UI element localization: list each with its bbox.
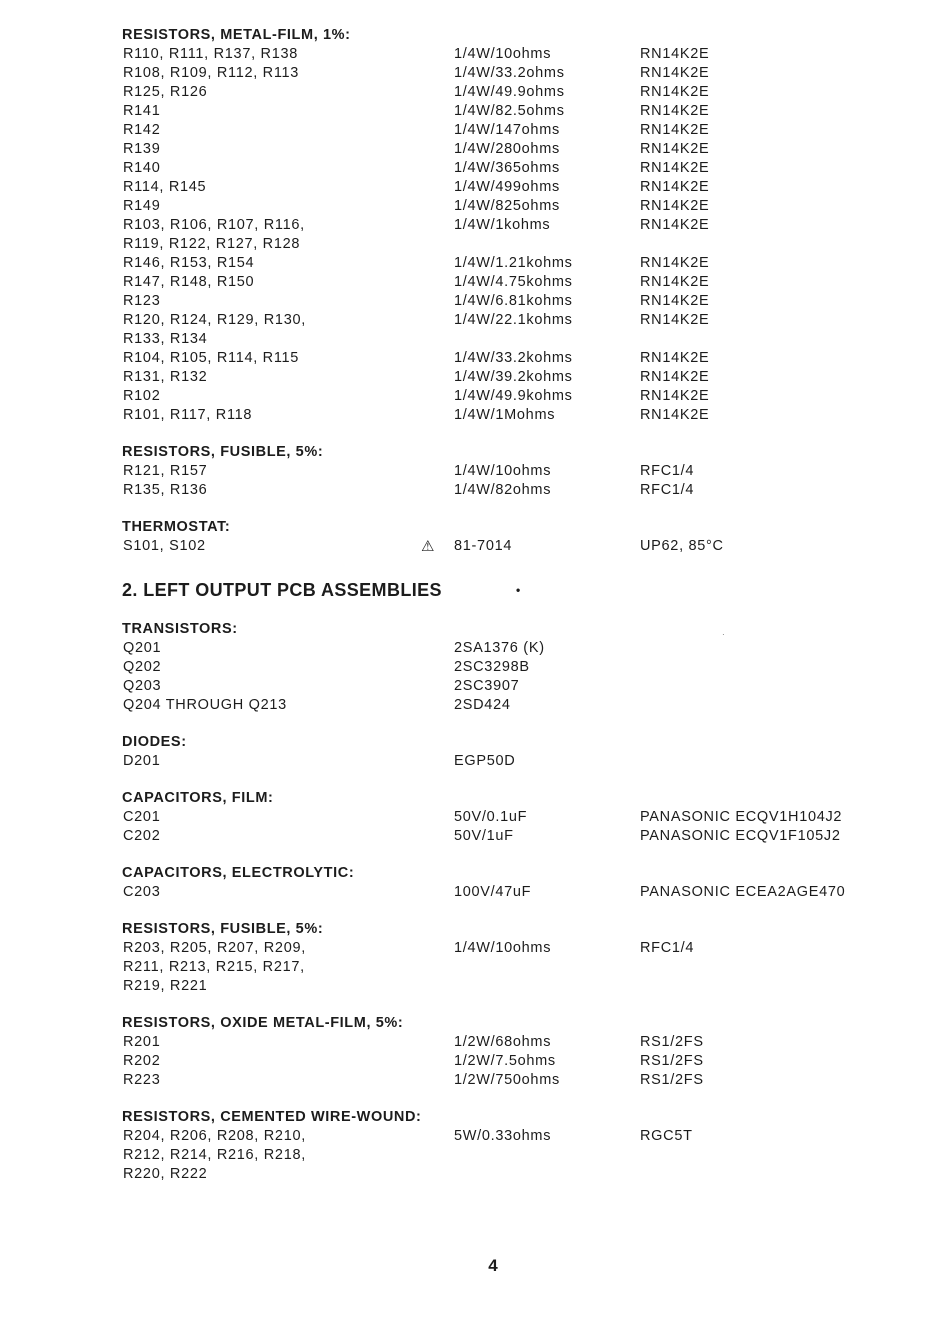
parts-list-page	[122, 26, 882, 1202]
part-row	[122, 45, 882, 64]
parts-section	[122, 1014, 882, 1090]
reference-designator: R131, R132	[123, 369, 208, 385]
part-row	[122, 235, 882, 254]
part-value: 1/2W/750ohms	[454, 1072, 560, 1088]
part-value: 1/4W/10ohms	[454, 46, 552, 62]
part-number: RN14K2E	[640, 122, 710, 138]
parts-section	[122, 733, 882, 771]
part-row	[122, 537, 882, 556]
bottom-sections	[122, 620, 882, 1184]
parts-section	[122, 443, 882, 500]
reference-designator: C201	[123, 809, 161, 825]
part-value: 1/4W/82ohms	[454, 482, 552, 498]
part-row	[122, 64, 882, 83]
reference-designator: R119, R122, R127, R128	[123, 236, 301, 252]
part-row	[122, 827, 882, 846]
part-number: RN14K2E	[640, 255, 710, 271]
part-number: RN14K2E	[640, 141, 710, 157]
part-number: RFC1/4	[640, 940, 695, 956]
part-value: 1/4W/499ohms	[454, 179, 560, 195]
part-value: EGP50D	[454, 753, 516, 769]
stray-mark: ·	[722, 630, 725, 639]
part-value: 1/4W/10ohms	[454, 463, 552, 479]
section-heading: TRANSISTORS:	[122, 621, 238, 637]
part-row	[122, 939, 882, 958]
part-value: 1/4W/147ohms	[454, 122, 560, 138]
part-number: RN14K2E	[640, 65, 710, 81]
reference-designator: R142	[123, 122, 161, 138]
part-number: RN14K2E	[640, 103, 710, 119]
reference-designator: S101, S102	[123, 538, 206, 554]
part-row	[122, 1165, 882, 1184]
reference-designator: R123	[123, 293, 161, 309]
reference-designator: R101, R117, R118	[123, 407, 253, 423]
part-value: 50V/1uF	[454, 828, 514, 844]
section-heading: CAPACITORS, FILM:	[122, 790, 274, 806]
reference-designator: R139	[123, 141, 161, 157]
part-number: RGC5T	[640, 1128, 693, 1144]
part-value: 50V/0.1uF	[454, 809, 528, 825]
section-heading: THERMOSTAT:	[122, 519, 231, 535]
part-number: RS1/2FS	[640, 1053, 704, 1069]
parts-section	[122, 789, 882, 846]
part-row	[122, 658, 882, 677]
reference-designator: R104, R105, R114, R115	[123, 350, 300, 366]
part-row	[122, 1033, 882, 1052]
part-number: UP62, 85°C	[640, 538, 724, 554]
reference-designator: Q204 THROUGH Q213	[123, 697, 287, 713]
reference-designator: R147, R148, R150	[123, 274, 255, 290]
part-value: 5W/0.33ohms	[454, 1128, 552, 1144]
section-heading: RESISTORS, CEMENTED WIRE-WOUND:	[122, 1109, 422, 1125]
section-heading: RESISTORS, FUSIBLE, 5%:	[122, 444, 324, 460]
section-heading: RESISTORS, METAL-FILM, 1%:	[122, 27, 351, 43]
part-row	[122, 406, 882, 425]
parts-section	[122, 26, 882, 425]
part-value: 1/4W/49.9kohms	[454, 388, 573, 404]
page-number: 4	[488, 1256, 498, 1275]
part-number: RFC1/4	[640, 482, 695, 498]
reference-designator: R219, R221	[123, 978, 208, 994]
part-value: 1/4W/1kohms	[454, 217, 551, 233]
part-row	[122, 883, 882, 902]
part-number: PANASONIC ECEA2AGE470	[640, 884, 846, 900]
part-row	[122, 368, 882, 387]
part-value: 2SD424	[454, 697, 511, 713]
reference-designator: R149	[123, 198, 161, 214]
reference-designator: C202	[123, 828, 161, 844]
part-row	[122, 330, 882, 349]
reference-designator: R102	[123, 388, 161, 404]
part-row	[122, 159, 882, 178]
part-row	[122, 216, 882, 235]
part-value: 1/4W/39.2kohms	[454, 369, 573, 385]
reference-designator: Q203	[123, 678, 162, 694]
parts-section	[122, 1108, 882, 1184]
assembly-title-dot: •	[516, 583, 521, 597]
part-value: 2SA1376 (K)	[454, 640, 545, 656]
reference-designator: R110, R111, R137, R138	[123, 46, 298, 62]
part-row	[122, 387, 882, 406]
part-row	[122, 1127, 882, 1146]
part-number: RN14K2E	[640, 293, 710, 309]
section-heading: RESISTORS, FUSIBLE, 5%:	[122, 921, 324, 937]
section-heading: DIODES:	[122, 734, 187, 750]
reference-designator: R202	[123, 1053, 161, 1069]
reference-designator: R220, R222	[123, 1166, 208, 1182]
reference-designator: R140	[123, 160, 161, 176]
part-number: PANASONIC ECQV1F105J2	[640, 828, 841, 844]
part-value: 1/4W/33.2kohms	[454, 350, 573, 366]
part-value: 100V/47uF	[454, 884, 532, 900]
part-number: RN14K2E	[640, 84, 710, 100]
top-sections	[122, 26, 882, 556]
part-row	[122, 292, 882, 311]
reference-designator: Q201	[123, 640, 162, 656]
part-row	[122, 102, 882, 121]
part-value: 1/4W/6.81kohms	[454, 293, 573, 309]
part-number: RN14K2E	[640, 407, 710, 423]
part-row	[122, 752, 882, 771]
part-row	[122, 197, 882, 216]
reference-designator: R141	[123, 103, 161, 119]
part-value: 1/2W/7.5ohms	[454, 1053, 556, 1069]
part-row	[122, 140, 882, 159]
part-row	[122, 977, 882, 996]
part-row	[122, 254, 882, 273]
part-row	[122, 311, 882, 330]
part-number: RN14K2E	[640, 369, 710, 385]
reference-designator: R108, R109, R112, R113	[123, 65, 300, 81]
part-number: RN14K2E	[640, 312, 710, 328]
reference-designator: D201	[123, 753, 161, 769]
part-value: 1/4W/280ohms	[454, 141, 560, 157]
reference-designator: R211, R213, R215, R217,	[123, 959, 305, 975]
part-row	[122, 639, 882, 658]
parts-section	[122, 620, 882, 715]
part-row	[122, 83, 882, 102]
part-value: 2SC3298B	[454, 659, 530, 675]
reference-designator: R120, R124, R129, R130,	[123, 312, 306, 328]
part-number: RN14K2E	[640, 274, 710, 290]
reference-designator: R204, R206, R208, R210,	[123, 1128, 306, 1144]
reference-designator: R103, R106, R107, R116,	[123, 217, 305, 233]
reference-designator: Q202	[123, 659, 162, 675]
assembly-title-text: 2. LEFT OUTPUT PCB ASSEMBLIES	[122, 580, 442, 600]
part-number: RFC1/4	[640, 463, 695, 479]
part-row	[122, 696, 882, 715]
part-row	[122, 958, 882, 977]
part-value: 1/4W/22.1kohms	[454, 312, 573, 328]
reference-designator: C203	[123, 884, 161, 900]
part-row	[122, 677, 882, 696]
part-row	[122, 178, 882, 197]
part-row	[122, 1146, 882, 1165]
part-value: 1/4W/1.21kohms	[454, 255, 573, 271]
reference-designator: R114, R145	[123, 179, 207, 195]
part-value: 1/4W/10ohms	[454, 940, 552, 956]
part-value: 81-7014	[454, 538, 513, 554]
part-row	[122, 349, 882, 368]
part-value: 1/2W/68ohms	[454, 1034, 552, 1050]
part-value: 1/4W/825ohms	[454, 198, 560, 214]
section-heading: CAPACITORS, ELECTROLYTIC:	[122, 865, 355, 881]
part-number: RN14K2E	[640, 350, 710, 366]
reference-designator: R146, R153, R154	[123, 255, 255, 271]
part-number: RN14K2E	[640, 198, 710, 214]
part-number: RN14K2E	[640, 179, 710, 195]
part-number: PANASONIC ECQV1H104J2	[640, 809, 843, 825]
reference-designator: R203, R205, R207, R209,	[123, 940, 306, 956]
part-value: 1/4W/82.5ohms	[454, 103, 565, 119]
parts-section	[122, 864, 882, 902]
reference-designator: R201	[123, 1034, 161, 1050]
part-value: 2SC3907	[454, 678, 520, 694]
reference-designator: R212, R214, R216, R218,	[123, 1147, 306, 1163]
part-value: 1/4W/33.2ohms	[454, 65, 565, 81]
part-value: 1/4W/49.9ohms	[454, 84, 565, 100]
part-row	[122, 481, 882, 500]
assembly-title	[122, 578, 882, 602]
reference-designator: R135, R136	[123, 482, 208, 498]
part-number: RN14K2E	[640, 160, 710, 176]
parts-section	[122, 518, 882, 556]
reference-designator: R125, R126	[123, 84, 208, 100]
part-row	[122, 273, 882, 292]
parts-section	[122, 920, 882, 996]
part-number: RN14K2E	[640, 217, 710, 233]
reference-designator: R223	[123, 1072, 161, 1088]
part-number: RS1/2FS	[640, 1034, 704, 1050]
part-row	[122, 808, 882, 827]
part-row	[122, 462, 882, 481]
section-heading: RESISTORS, OXIDE METAL-FILM, 5%:	[122, 1015, 404, 1031]
part-row	[122, 1071, 882, 1090]
part-row	[122, 121, 882, 140]
warning-icon: ⚠	[421, 538, 436, 555]
reference-designator: R133, R134	[123, 331, 208, 347]
part-value: 1/4W/1Mohms	[454, 407, 556, 423]
part-number: RN14K2E	[640, 388, 710, 404]
part-row	[122, 1052, 882, 1071]
part-number: RN14K2E	[640, 46, 710, 62]
reference-designator: R121, R157	[123, 463, 208, 479]
part-number: RS1/2FS	[640, 1072, 704, 1088]
part-value: 1/4W/4.75kohms	[454, 274, 573, 290]
part-value: 1/4W/365ohms	[454, 160, 560, 176]
